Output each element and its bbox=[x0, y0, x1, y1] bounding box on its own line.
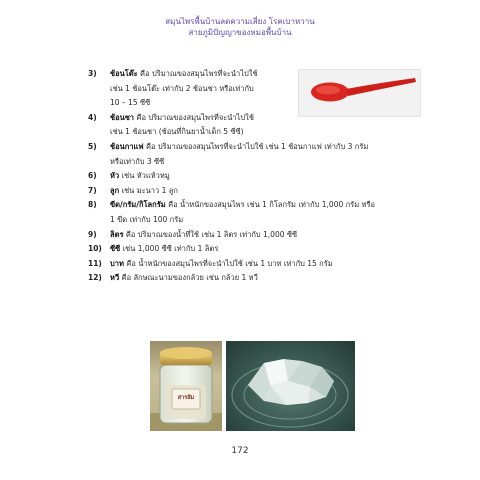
page-header bbox=[0, 16, 480, 38]
item-term: ขีด/กรัม/กิโลกรัม bbox=[110, 200, 166, 210]
item-term: หัว bbox=[110, 171, 120, 181]
item-number: 4) bbox=[88, 112, 97, 122]
measurement-list bbox=[88, 67, 428, 286]
alum-jar-icon bbox=[150, 341, 222, 431]
item-term: ลิตร bbox=[110, 229, 124, 239]
item-term: บาท bbox=[110, 258, 124, 268]
list-item bbox=[88, 242, 428, 257]
item-text: คือ ปริมาณของน้ำที่ใช้ เช่น 1 ลิตร เท่ากับ 1,000 ซีซี bbox=[125, 229, 298, 239]
list-item bbox=[88, 140, 428, 169]
header-line-1: สมุนไพรพื้นบ้านลดความเสี่ยง โรคเบาหวาน bbox=[165, 17, 315, 26]
item-number: 12) bbox=[88, 273, 102, 283]
list-item bbox=[88, 271, 428, 286]
list-item bbox=[88, 257, 428, 272]
page-number: 172 bbox=[231, 446, 249, 456]
item-term: หวี bbox=[110, 273, 120, 283]
item-number: 8) bbox=[88, 200, 97, 210]
item-number: 10) bbox=[88, 244, 102, 254]
list-item bbox=[88, 198, 428, 227]
alum-jar-photo bbox=[150, 341, 222, 431]
item-term: ซีซี bbox=[110, 244, 121, 254]
list-item bbox=[88, 111, 428, 140]
item-number: 7) bbox=[88, 185, 97, 195]
alum-crystal-photo bbox=[226, 341, 355, 431]
item-text: เช่น 1 ช้อนชา (ช้อนที่กินยาน้ำเด็ก 5 ซีซี) bbox=[110, 127, 244, 137]
item-text: คือ น้ำหนักของสมุนไพร เช่น 1 กิโลกรัม เท่ากับ 1,000 กรัม หรือ bbox=[168, 200, 376, 210]
item-text: เช่น 1,000 ซีซี เท่ากับ 1 ลิตร bbox=[122, 244, 219, 254]
item-text: คือ ปริมาณของสมุนไพรที่จะนำไปใช้ เช่น 1 ช้อนกาแฟ เท่ากับ 3 กรัม bbox=[146, 141, 369, 151]
item-text: 10 – 15 ซีซี bbox=[110, 98, 151, 108]
list-item bbox=[88, 184, 428, 199]
item-term: ลูก bbox=[110, 185, 120, 195]
item-number: 9) bbox=[88, 229, 97, 239]
item-number: 5) bbox=[88, 141, 97, 151]
item-text: เช่น 1 ช้อนโต๊ะ เท่ากับ 2 ช้อนชา หรือเท่ากับ bbox=[110, 83, 254, 93]
item-number: 11) bbox=[88, 258, 102, 268]
jar-label: สารส้ม bbox=[177, 395, 195, 401]
item-text: คือ น้ำหนักของสมุนไพรที่จะนำไปใช้ เช่น 1 บาท เท่ากับ 15 กรัม bbox=[126, 258, 333, 268]
item-number: 3) bbox=[88, 69, 97, 78]
item-text: คือ ปริมาณของสมุนไพรที่จะนำไปใช้ bbox=[136, 112, 254, 122]
item-term: ช้อนชา bbox=[110, 112, 135, 122]
item-number: 6) bbox=[88, 171, 97, 181]
item-term: ช้อนโต๊ะ bbox=[110, 69, 138, 78]
item-text: เช่น หัวแห้วหมู bbox=[121, 171, 170, 181]
list-item bbox=[88, 228, 428, 243]
item-text: คือ ปริมาณของสมุนไพรที่จะนำไปใช้ bbox=[140, 69, 258, 78]
header-line-2: สายภูมิปัญญาของหมอพื้นบ้าน bbox=[188, 28, 292, 37]
item-text: เช่น มะนาว 1 ลูก bbox=[121, 185, 178, 195]
list-item bbox=[88, 169, 428, 184]
item-text: หรือเท่ากับ 3 ซีซี bbox=[110, 156, 165, 166]
alum-crystal-icon bbox=[226, 341, 355, 431]
list-item bbox=[88, 67, 428, 111]
item-text: 1 ขีด เท่ากับ 100 กรัม bbox=[110, 214, 184, 224]
item-term: ช้อนกาแฟ bbox=[110, 141, 144, 151]
item-text: คือ ลักษณะนามของกล้วย เช่น กล้วย 1 หวี bbox=[121, 273, 258, 283]
